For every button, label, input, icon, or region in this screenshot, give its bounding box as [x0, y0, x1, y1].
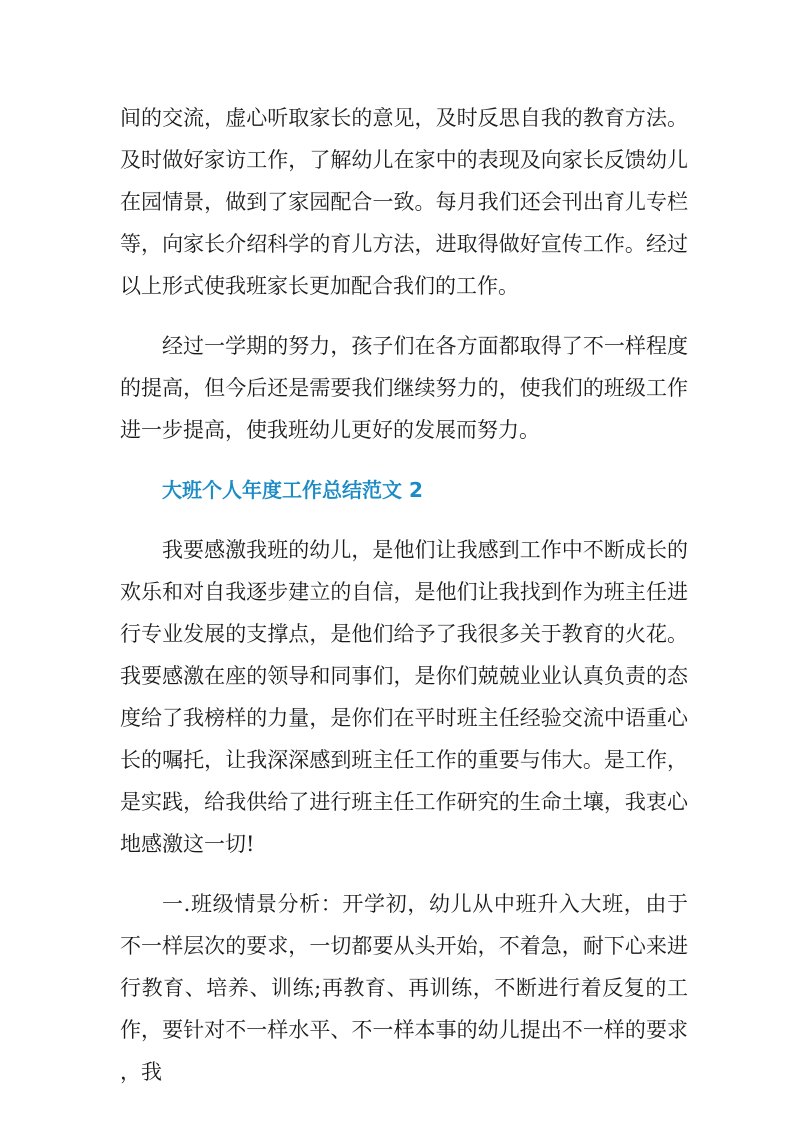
document-page — [120, 97, 688, 1111]
paragraph-gratitude: 我要感激我班的幼儿，是他们让我感到工作中不断成长的欢乐和对自我逐步建立的自信，是他们让我找到作为班主任进行专业发展的支撑点，是他们给予了我很多关于教育的火花。我要感激在座的领导和同事们，是你们兢兢业业认真负责的态度给了我榜样的力量，是你们在平时班主任经验交流中语重心长的嘱托，让我深深感到班主任工作的重要与伟大。是工作，是实践，给我供给了进行班主任工作研究的生命土壤，我衷心地感激这一切! — [120, 538, 688, 856]
section-heading: 大班个人年度工作总结范文 2 — [162, 478, 423, 502]
paragraph-semester-summary: 经过一学期的努力，孩子们在各方面都取得了不一样程度的提高，但今后还是需要我们继续努力的，使我们的班级工作进一步提高，使我班幼儿更好的发展而努力。 — [120, 334, 688, 442]
paragraph-class-situation-analysis: 一.班级情景分析：开学初，幼儿从中班升入大班，由于不一样层次的要求，一切都要从头开始，不着急，耐下心来进行教育、培养、训练;再教育、再训练，不断进行着反复的工作，要针对不一样水平、不一样本事的幼儿提出不一样的要求，我 — [120, 892, 688, 1084]
paragraph-home-school-communication: 间的交流，虚心听取家长的意见，及时反思自我的教育方法。及时做好家访工作，了解幼儿在家中的表现及向家长反馈幼儿在园情景，做到了家园配合一致。每月我们还会刊出育儿专栏等，向家长介绍科学的育儿方法，进取得做好宣传工作。经过以上形式使我班家长更加配合我们的工作。 — [120, 106, 688, 298]
